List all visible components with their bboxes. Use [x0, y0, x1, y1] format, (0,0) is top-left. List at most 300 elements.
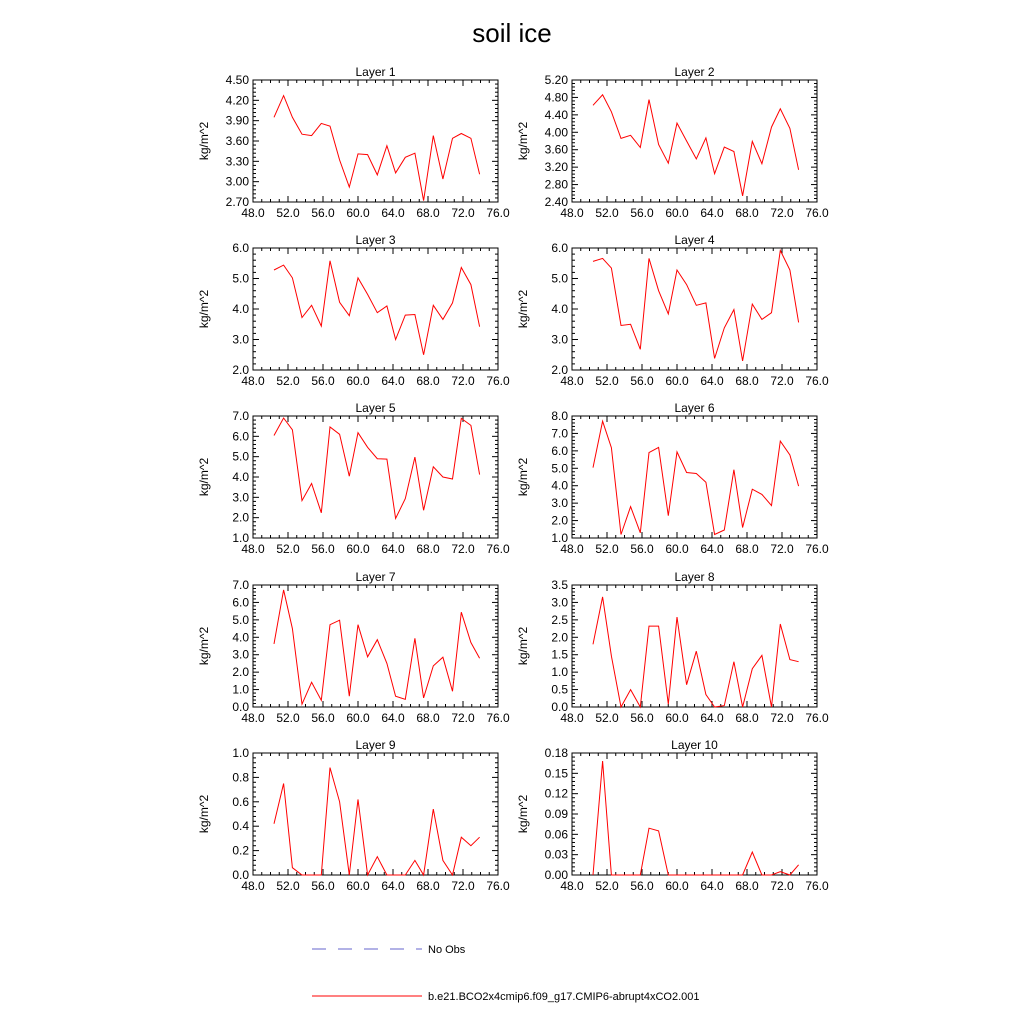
data-point — [404, 497, 407, 500]
data-point — [610, 446, 613, 449]
y-tick-label: 5.20 — [544, 73, 568, 87]
y-tick-label: 4.00 — [544, 125, 568, 140]
data-point — [797, 485, 800, 488]
data-point — [385, 144, 388, 147]
x-tick-label: 64.0 — [381, 206, 405, 220]
data-point — [760, 654, 763, 657]
data-point — [291, 276, 294, 279]
x-tick-label: 60.0 — [346, 879, 370, 893]
data-point — [601, 257, 604, 260]
data-point — [422, 353, 425, 356]
y-tick-label: 2.0 — [551, 630, 568, 645]
data-point — [376, 457, 379, 460]
data-point — [469, 844, 472, 847]
y-tick-label: 2.80 — [544, 177, 568, 192]
data-point — [676, 268, 679, 271]
legend-model-label: b.e21.BCO2x4cmip6.f09_g17.CMIP6-abrupt4xCO2.001 — [428, 991, 700, 1003]
x-tick-label: 60.0 — [665, 711, 689, 725]
data-point — [685, 140, 688, 143]
data-point — [385, 874, 388, 877]
data-point — [329, 623, 332, 626]
x-tick-label: 48.0 — [241, 879, 265, 893]
y-tick-label: 0.5 — [551, 682, 568, 697]
data-point — [667, 514, 670, 517]
data-point — [451, 874, 454, 877]
x-tick-label: 48.0 — [560, 879, 584, 893]
data-point — [413, 313, 416, 316]
y-tick-label: 6.0 — [232, 595, 249, 610]
x-tick-label: 60.0 — [346, 206, 370, 220]
data-point — [451, 690, 454, 693]
data-point — [610, 267, 613, 270]
data-point — [478, 657, 481, 660]
data-point — [441, 476, 444, 479]
y-tick-label: 6.0 — [232, 429, 249, 444]
data-point — [741, 526, 744, 529]
data-point — [422, 199, 425, 202]
x-tick-label: 52.0 — [595, 374, 619, 388]
x-tick-label: 68.0 — [735, 711, 759, 725]
y-tick-label: 1.5 — [551, 647, 568, 662]
y-tick-label: 4.80 — [544, 90, 568, 105]
data-point — [291, 428, 294, 431]
data-point — [788, 268, 791, 271]
x-tick-label: 76.0 — [486, 711, 510, 725]
y-axis-label: kg/m^2 — [197, 794, 211, 834]
x-tick-label: 72.0 — [451, 374, 475, 388]
x-tick-label: 60.0 — [665, 206, 689, 220]
data-point — [441, 318, 444, 321]
y-tick-label: 3.0 — [551, 595, 568, 610]
y-tick-label: 3.00 — [225, 174, 249, 189]
data-point — [413, 637, 416, 640]
x-tick-label: 76.0 — [486, 206, 510, 220]
data-point — [751, 667, 754, 670]
x-tick-label: 76.0 — [486, 542, 510, 556]
data-point — [413, 456, 416, 459]
data-point — [685, 283, 688, 286]
data-point — [310, 482, 313, 485]
y-tick-label: 0.03 — [544, 847, 568, 862]
x-tick-label: 56.0 — [630, 879, 654, 893]
x-tick-label: 52.0 — [595, 542, 619, 556]
y-tick-label: 1.0 — [232, 531, 249, 545]
x-tick-label: 56.0 — [311, 542, 335, 556]
data-point — [723, 528, 726, 531]
data-point — [779, 249, 782, 252]
x-tick-label: 76.0 — [486, 374, 510, 388]
x-tick-label: 64.0 — [700, 206, 724, 220]
y-tick-label: 4.0 — [232, 302, 249, 316]
y-tick-label: 0.6 — [232, 794, 249, 809]
x-tick-label: 48.0 — [241, 542, 265, 556]
data-point — [469, 641, 472, 644]
data-point — [460, 611, 463, 614]
y-tick-label: 2.0 — [551, 513, 568, 528]
y-tick-label: 4.0 — [232, 630, 249, 645]
data-point — [282, 782, 285, 785]
data-point — [394, 695, 397, 698]
x-tick-label: 48.0 — [241, 711, 265, 725]
data-point — [385, 304, 388, 307]
data-point — [760, 162, 763, 165]
data-point — [301, 499, 304, 502]
x-tick-label: 56.0 — [311, 374, 335, 388]
panel-title: Layer 1 — [355, 65, 396, 79]
y-tick-label: 0.0 — [232, 868, 249, 882]
data-point — [357, 152, 360, 155]
data-point — [751, 850, 754, 853]
y-tick-label: 3.90 — [225, 113, 249, 128]
x-tick-label: 72.0 — [770, 206, 794, 220]
data-point — [366, 153, 369, 156]
data-point — [291, 627, 294, 630]
x-tick-label: 72.0 — [451, 879, 475, 893]
x-tick-label: 60.0 — [346, 711, 370, 725]
data-point — [629, 505, 632, 508]
data-point — [676, 450, 679, 453]
x-tick-label: 64.0 — [700, 542, 724, 556]
data-point — [713, 874, 716, 877]
x-tick-label: 76.0 — [805, 879, 829, 893]
panel-title: Layer 5 — [355, 401, 396, 415]
data-point — [667, 874, 670, 877]
data-point — [478, 173, 481, 176]
y-tick-label: 1.0 — [232, 682, 249, 697]
data-point — [357, 276, 360, 279]
y-tick-label: 0.18 — [544, 746, 568, 760]
data-point — [478, 325, 481, 328]
data-point — [282, 417, 285, 420]
data-point — [797, 863, 800, 866]
data-point — [732, 468, 735, 471]
data-point — [348, 475, 351, 478]
data-point — [601, 420, 604, 423]
data-point — [713, 172, 716, 175]
y-tick-label: 3.0 — [232, 332, 249, 347]
y-tick-label: 0.09 — [544, 807, 568, 821]
y-axis-label: kg/m^2 — [197, 289, 211, 329]
data-point — [357, 798, 360, 801]
y-tick-label: 0.0 — [232, 700, 249, 714]
data-point — [348, 874, 351, 877]
y-tick-label: 0.0 — [551, 700, 568, 714]
data-point — [282, 588, 285, 591]
x-tick-label: 56.0 — [630, 542, 654, 556]
y-tick-label: 4.0 — [551, 478, 568, 493]
data-point — [657, 829, 660, 832]
y-tick-label: 3.30 — [225, 154, 249, 169]
data-point — [320, 325, 323, 328]
y-tick-label: 5.0 — [232, 449, 249, 464]
data-point — [704, 136, 707, 139]
data-point — [610, 874, 613, 877]
data-point — [320, 122, 323, 125]
x-tick-label: 72.0 — [770, 374, 794, 388]
x-tick-label: 64.0 — [381, 374, 405, 388]
data-point — [620, 137, 623, 140]
x-tick-label: 68.0 — [416, 879, 440, 893]
data-point — [348, 186, 351, 189]
data-point — [657, 143, 660, 146]
data-point — [310, 304, 313, 307]
data-point — [273, 434, 276, 437]
y-axis-label: kg/m^2 — [516, 794, 530, 834]
y-axis-label: kg/m^2 — [516, 626, 530, 666]
data-point — [592, 874, 595, 877]
data-point — [301, 703, 304, 706]
x-tick-label: 48.0 — [560, 542, 584, 556]
data-point — [620, 324, 623, 327]
legend-obs-label: No Obs — [428, 944, 466, 956]
data-point — [432, 664, 435, 667]
data-point — [376, 173, 379, 176]
data-point — [648, 257, 651, 260]
data-point — [376, 855, 379, 858]
x-tick-label: 68.0 — [735, 206, 759, 220]
data-point — [723, 874, 726, 877]
x-tick-label: 56.0 — [630, 711, 654, 725]
y-axis-label: kg/m^2 — [516, 457, 530, 497]
data-point — [460, 266, 463, 269]
y-tick-label: 6.0 — [551, 241, 568, 255]
x-tick-label: 48.0 — [560, 374, 584, 388]
x-tick-label: 60.0 — [346, 542, 370, 556]
data-point — [592, 643, 595, 646]
data-point — [432, 134, 435, 137]
data-point — [432, 808, 435, 811]
data-point — [441, 656, 444, 659]
x-tick-label: 76.0 — [805, 711, 829, 725]
data-point — [310, 681, 313, 684]
data-point — [695, 157, 698, 160]
data-point — [301, 133, 304, 136]
data-point — [394, 338, 397, 341]
data-point — [273, 642, 276, 645]
panel-title: Layer 3 — [355, 233, 396, 247]
x-tick-label: 64.0 — [381, 542, 405, 556]
data-point — [667, 312, 670, 315]
data-point — [695, 650, 698, 653]
data-point — [601, 760, 604, 763]
data-point — [610, 110, 613, 113]
data-point — [797, 660, 800, 663]
x-tick-label: 68.0 — [416, 374, 440, 388]
x-tick-label: 60.0 — [665, 542, 689, 556]
data-point — [478, 473, 481, 476]
y-tick-label: 3.0 — [232, 647, 249, 662]
data-point — [282, 264, 285, 267]
y-tick-label: 2.0 — [232, 510, 249, 525]
data-point — [695, 304, 698, 307]
data-point — [338, 301, 341, 304]
data-point — [704, 693, 707, 696]
data-point — [460, 417, 463, 420]
x-tick-label: 72.0 — [770, 879, 794, 893]
y-tick-label: 7.0 — [232, 409, 249, 423]
data-point — [751, 140, 754, 143]
y-tick-label: 3.5 — [551, 578, 568, 592]
data-point — [338, 619, 341, 622]
data-point — [770, 311, 773, 314]
data-point — [732, 308, 735, 311]
data-point — [404, 874, 407, 877]
data-point — [422, 696, 425, 699]
y-tick-label: 2.0 — [551, 363, 568, 377]
data-point — [648, 451, 651, 454]
data-point — [760, 493, 763, 496]
data-point — [629, 688, 632, 691]
y-tick-label: 2.5 — [551, 612, 568, 627]
data-point — [788, 658, 791, 661]
data-point — [667, 162, 670, 165]
data-point — [301, 316, 304, 319]
data-point — [394, 517, 397, 520]
x-tick-label: 52.0 — [595, 711, 619, 725]
data-point — [385, 458, 388, 461]
x-tick-label: 48.0 — [560, 206, 584, 220]
figure-title: soil ice — [472, 18, 552, 48]
y-tick-label: 0.06 — [544, 827, 568, 842]
y-tick-label: 8.0 — [551, 409, 568, 423]
data-point — [469, 137, 472, 140]
x-tick-label: 68.0 — [416, 542, 440, 556]
x-tick-label: 68.0 — [735, 879, 759, 893]
y-axis-label: kg/m^2 — [516, 289, 530, 329]
y-tick-label: 5.0 — [232, 612, 249, 627]
y-tick-label: 1.0 — [551, 665, 568, 680]
data-point — [376, 311, 379, 314]
data-point — [732, 874, 735, 877]
panel-title: Layer 7 — [355, 570, 396, 584]
data-point — [404, 156, 407, 159]
x-tick-label: 52.0 — [276, 542, 300, 556]
data-point — [695, 874, 698, 877]
x-tick-label: 60.0 — [346, 374, 370, 388]
data-point — [291, 866, 294, 869]
data-point — [301, 874, 304, 877]
data-point — [639, 874, 642, 877]
data-point — [620, 533, 623, 536]
y-tick-label: 4.40 — [544, 107, 568, 122]
y-tick-label: 5.0 — [551, 271, 568, 286]
data-point — [451, 301, 454, 304]
data-point — [676, 874, 679, 877]
x-tick-label: 72.0 — [770, 542, 794, 556]
x-tick-label: 72.0 — [451, 711, 475, 725]
data-point — [460, 836, 463, 839]
x-tick-label: 52.0 — [276, 206, 300, 220]
data-point — [366, 874, 369, 877]
data-point — [329, 125, 332, 128]
panel-title: Layer 8 — [674, 570, 715, 584]
data-point — [348, 695, 351, 698]
x-tick-label: 60.0 — [665, 879, 689, 893]
x-tick-label: 76.0 — [805, 374, 829, 388]
data-point — [741, 359, 744, 362]
data-point — [723, 146, 726, 149]
data-point — [366, 446, 369, 449]
x-tick-label: 64.0 — [700, 374, 724, 388]
data-point — [639, 146, 642, 149]
data-point — [273, 268, 276, 271]
y-tick-label: 2.70 — [225, 195, 249, 209]
x-tick-label: 68.0 — [735, 374, 759, 388]
data-point — [713, 357, 716, 360]
y-tick-label: 4.20 — [225, 93, 249, 108]
data-point — [676, 616, 679, 619]
data-point — [732, 150, 735, 153]
data-point — [310, 874, 313, 877]
data-point — [441, 859, 444, 862]
y-axis-label: kg/m^2 — [197, 626, 211, 666]
data-point — [648, 827, 651, 830]
y-tick-label: 4.0 — [551, 302, 568, 316]
y-tick-label: 6.0 — [551, 443, 568, 458]
x-tick-label: 52.0 — [595, 206, 619, 220]
y-tick-label: 3.60 — [225, 134, 249, 148]
data-point — [685, 683, 688, 686]
data-point — [413, 859, 416, 862]
data-point — [441, 177, 444, 180]
y-tick-label: 3.0 — [551, 496, 568, 511]
data-point — [385, 662, 388, 665]
data-point — [310, 134, 313, 137]
y-tick-label: 0.2 — [232, 843, 249, 858]
data-point — [291, 116, 294, 119]
data-point — [685, 874, 688, 877]
data-point — [704, 301, 707, 304]
data-point — [685, 471, 688, 474]
y-tick-label: 7.0 — [551, 426, 568, 441]
data-point — [797, 321, 800, 324]
y-tick-label: 5.0 — [551, 461, 568, 476]
y-tick-label: 5.0 — [232, 271, 249, 286]
data-point — [592, 466, 595, 469]
data-point — [667, 703, 670, 706]
x-tick-label: 68.0 — [416, 711, 440, 725]
y-tick-label: 0.00 — [544, 868, 568, 882]
data-point — [713, 706, 716, 709]
data-point — [639, 531, 642, 534]
data-point — [357, 623, 360, 626]
data-point — [657, 446, 660, 449]
data-point — [770, 706, 773, 709]
data-point — [779, 870, 782, 873]
data-point — [432, 465, 435, 468]
data-point — [713, 533, 716, 536]
x-tick-label: 56.0 — [311, 711, 335, 725]
data-point — [329, 425, 332, 428]
y-tick-label: 3.20 — [544, 160, 568, 175]
y-axis-label: kg/m^2 — [516, 121, 530, 161]
data-point — [338, 158, 341, 161]
data-point — [478, 836, 481, 839]
data-point — [469, 424, 472, 427]
panel-title: Layer 9 — [355, 738, 396, 752]
data-point — [338, 433, 341, 436]
data-point — [751, 303, 754, 306]
data-point — [329, 766, 332, 769]
x-tick-label: 48.0 — [241, 206, 265, 220]
x-tick-label: 52.0 — [276, 711, 300, 725]
x-tick-label: 64.0 — [381, 879, 405, 893]
x-tick-label: 48.0 — [560, 711, 584, 725]
x-tick-label: 56.0 — [311, 206, 335, 220]
data-point — [629, 874, 632, 877]
data-point — [394, 171, 397, 174]
data-point — [610, 655, 613, 658]
